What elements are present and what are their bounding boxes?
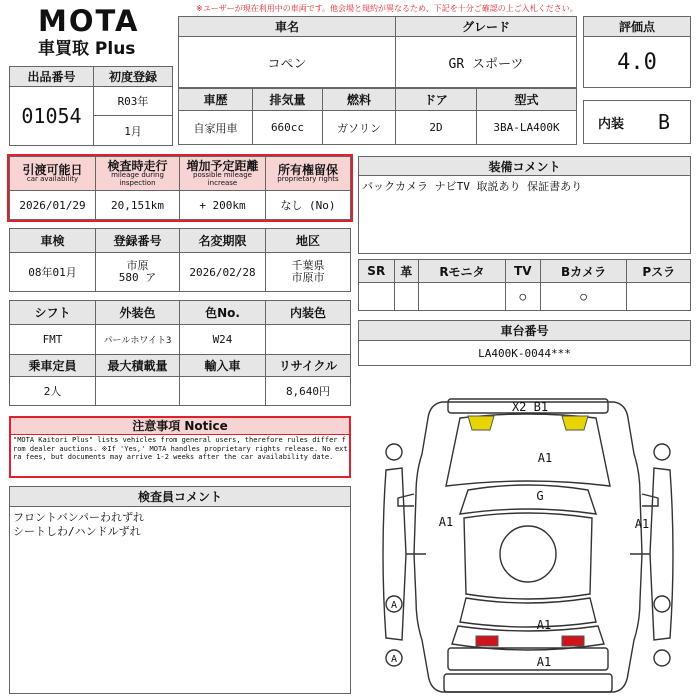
option-label: 革 [394, 260, 418, 283]
chassis-number: LA400K-0044*** [478, 346, 571, 360]
doors-label: ドア [396, 89, 477, 111]
logo-subtitle: 車買取 Plus [38, 39, 136, 59]
code-roof: G [536, 489, 544, 503]
mota-logo [38, 6, 168, 36]
deadline-label: 名変期限 [180, 229, 266, 253]
int-color [266, 325, 351, 355]
color-no-label: 色No. [180, 301, 266, 325]
score-value: 4.0 [617, 49, 657, 75]
capacity: 2人 [10, 377, 96, 406]
int-color-label: 内装色 [266, 301, 351, 325]
rights-label: 所有権留保 proprietary rights [266, 157, 351, 191]
model: 3BA-LA400K [477, 111, 577, 145]
region-label: 地区 [266, 229, 351, 253]
deadline: 2026/02/28 [180, 253, 266, 292]
rear-left-light [476, 636, 498, 646]
car-name: コペン [179, 37, 396, 87]
code-front-top: X2 B1 [511, 400, 549, 414]
increase-label: 増加予定距離 possible mileage increase [180, 157, 266, 191]
code-front-left-wheel: A [390, 600, 398, 611]
ext-color-label: 外装色 [96, 301, 180, 325]
history: 自家用車 [179, 111, 253, 145]
listing-table [9, 66, 173, 146]
option-mark [394, 283, 418, 311]
equipment-comment: バックカメラ ナビTV 取説あり 保証書あり [362, 180, 583, 193]
spec-row-table [178, 88, 577, 145]
interior-label: 内装 [597, 116, 624, 132]
top-notice: ※ユーザーが現在利用中の車両です。他会場と規約が異なるため、下記を十分ご確認の上ご入札ください。 [196, 4, 578, 13]
inspector-line-1: フロントバンパーわれずれ [13, 511, 145, 524]
fuel-label: 燃料 [323, 89, 396, 111]
interior-value: B [657, 110, 671, 134]
equipment-label: 装備コメント [359, 157, 690, 176]
option-mark [359, 283, 395, 311]
first-reg-month: 1月 [94, 116, 173, 146]
inspection-label: 車検 [10, 229, 96, 253]
inspection: 08年01月 [10, 253, 96, 292]
recycle: 8,640円 [266, 377, 351, 406]
option-label: Rモニタ [418, 260, 505, 283]
option-label: TV [505, 260, 540, 283]
option-label: Pスラ [627, 260, 691, 283]
rights: なし (No) [266, 191, 351, 220]
grade-label: グレード [396, 17, 576, 37]
mileage-label: 検査時走行 mileage during inspection [96, 157, 180, 191]
import-label: 輸入車 [180, 355, 266, 377]
shift: FMT [10, 325, 96, 355]
car-damage-diagram [364, 394, 692, 698]
option-mark: ○ [540, 283, 627, 311]
front-right-light [562, 416, 588, 430]
front-left-light [468, 416, 494, 430]
avail-label: 引渡可能日 car availability [10, 157, 96, 191]
first-reg-year: R03年 [94, 87, 173, 116]
logo-brand: MOTA [38, 4, 140, 38]
options-table [358, 259, 691, 311]
code-hood: A1 [537, 451, 553, 465]
grade: GR スポーツ [448, 56, 524, 72]
shift-label: シフト [10, 301, 96, 325]
code-rear-bumper: A1 [536, 655, 552, 669]
increase: + 200km [180, 191, 266, 220]
avail-date: 2026/01/29 [10, 191, 96, 220]
displacement: 660cc [253, 111, 323, 145]
option-label: Bカメラ [540, 260, 627, 283]
import [180, 377, 266, 406]
notice-text: "MOTA Kaitori Plus" lists vehicles from general users, therefore rules differ from dealer auctions. ※If 'Yes,' MOTA handles proprietary rights release. No extra fees, but documents may arrive 1-2 weeks after the car availability date. [13, 436, 348, 461]
first-reg-label: 初度登録 [94, 67, 173, 87]
max-load [96, 377, 180, 406]
option-mark: ○ [505, 283, 540, 311]
option-mark [418, 283, 505, 311]
code-rear-left-wheel: A [390, 654, 398, 665]
plate-label: 登録番号 [96, 229, 180, 253]
inspector-label: 検査員コメント [10, 487, 350, 507]
plate-number: 市原 580 ア [96, 253, 180, 292]
listing-no: 01054 [10, 87, 94, 146]
car-name-label: 車名 [179, 17, 396, 37]
doors: 2D [396, 111, 477, 145]
ext-color: パールホワイト3 [96, 325, 180, 355]
code-right-side: A1 [634, 517, 650, 531]
chassis-label: 車台番号 [359, 321, 690, 341]
code-left-side: A1 [438, 515, 454, 529]
code-rear-deck: A1 [536, 618, 552, 632]
max-load-label: 最大積載量 [96, 355, 180, 377]
transfer-table [9, 156, 351, 220]
spec-table [9, 300, 351, 406]
option-mark [627, 283, 691, 311]
registration-table [9, 228, 351, 292]
notice-label: 注意事項 Notice [11, 418, 349, 435]
rear-right-light [562, 636, 584, 646]
score-label: 評価点 [584, 17, 690, 37]
history-label: 車歴 [179, 89, 253, 111]
displacement-label: 排気量 [253, 89, 323, 111]
color-no: W24 [180, 325, 266, 355]
region: 千葉県 市原市 [266, 253, 351, 292]
model-label: 型式 [477, 89, 577, 111]
option-label: SR [359, 260, 395, 283]
listing-no-label: 出品番号 [10, 67, 94, 87]
recycle-label: リサイクル [266, 355, 351, 377]
fuel: ガソリン [323, 111, 396, 145]
capacity-label: 乗車定員 [10, 355, 96, 377]
mileage: 20,151km [96, 191, 180, 220]
inspector-line-2: シートしわ/ハンドルずれ [13, 525, 141, 538]
